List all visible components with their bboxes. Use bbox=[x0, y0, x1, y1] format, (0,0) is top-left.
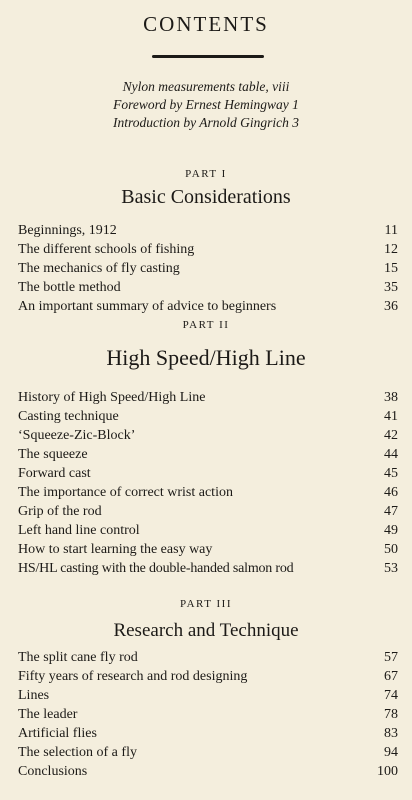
entry-page: 44 bbox=[384, 447, 398, 462]
toc-entry[interactable] bbox=[18, 705, 398, 724]
entry-page: 57 bbox=[384, 650, 398, 665]
toc-entry[interactable] bbox=[18, 483, 398, 502]
entry-title: Beginnings, 1912 bbox=[18, 223, 117, 238]
toc-entry[interactable] bbox=[18, 221, 398, 240]
entry-page: 42 bbox=[384, 428, 398, 443]
entry-page: 49 bbox=[384, 523, 398, 538]
entry-title: Lines bbox=[18, 688, 50, 703]
entry-title: History of High Speed/High Line bbox=[18, 390, 206, 405]
entry-title: How to start learning the easy way bbox=[18, 542, 213, 557]
entry-page: 78 bbox=[384, 707, 398, 722]
toc-entry[interactable] bbox=[18, 388, 398, 407]
entry-title: Grip of the rod bbox=[18, 504, 102, 519]
entry-page: 50 bbox=[384, 542, 398, 557]
entry-title: Forward cast bbox=[18, 466, 91, 481]
toc-entry[interactable] bbox=[18, 278, 398, 297]
entry-title: The importance of correct wrist action bbox=[18, 485, 233, 500]
front-matter-item: Nylon measurements table, viii bbox=[122, 79, 290, 94]
part-1-title: Basic Considerations bbox=[121, 186, 291, 208]
entry-page: 67 bbox=[384, 669, 398, 684]
entry-title: Casting technique bbox=[18, 409, 119, 424]
entry-page: 94 bbox=[384, 745, 398, 760]
entry-title: Conclusions bbox=[18, 764, 88, 779]
entry-page: 47 bbox=[384, 504, 398, 519]
toc-entry[interactable] bbox=[18, 426, 398, 445]
toc-entry[interactable] bbox=[18, 540, 398, 559]
part-3-entries bbox=[18, 648, 398, 781]
entry-title: Fifty years of research and rod designing bbox=[18, 669, 248, 684]
entry-page: 11 bbox=[384, 223, 398, 238]
part-2-label: PART II bbox=[182, 319, 230, 331]
part-3-title: Research and Technique bbox=[113, 620, 299, 641]
entry-title: The bottle method bbox=[18, 280, 121, 295]
entry-page: 74 bbox=[384, 688, 398, 703]
entry-title: ‘Squeeze-Zic-Block’ bbox=[18, 428, 136, 443]
entry-page: 83 bbox=[384, 726, 398, 741]
entry-title: HS/HL casting with the double-handed salmon rod bbox=[18, 561, 294, 576]
entry-page: 100 bbox=[377, 764, 398, 779]
part-1-label: PART I bbox=[185, 168, 227, 180]
entry-title: The selection of a fly bbox=[18, 745, 137, 760]
toc-entry[interactable] bbox=[18, 407, 398, 426]
part-1-entries bbox=[18, 221, 398, 316]
entry-page: 53 bbox=[384, 561, 398, 576]
toc-entry[interactable] bbox=[18, 521, 398, 540]
front-matter bbox=[0, 78, 412, 132]
front-matter-item: Introduction by Arnold Gingrich 3 bbox=[113, 115, 299, 130]
entry-page: 35 bbox=[384, 280, 398, 295]
toc-entry[interactable] bbox=[18, 464, 398, 483]
toc-entry[interactable] bbox=[18, 259, 398, 278]
toc-entry[interactable] bbox=[18, 240, 398, 259]
entry-page: 46 bbox=[384, 485, 398, 500]
entry-title: The squeeze bbox=[18, 447, 88, 462]
entry-title: The mechanics of fly casting bbox=[18, 261, 180, 276]
entry-page: 41 bbox=[384, 409, 398, 424]
front-matter-item: Foreword by Ernest Hemingway 1 bbox=[113, 97, 299, 112]
part-2-entries bbox=[18, 388, 398, 578]
toc-entry[interactable] bbox=[18, 762, 398, 781]
title-rule bbox=[152, 55, 264, 58]
entry-page: 45 bbox=[384, 466, 398, 481]
toc-entry[interactable] bbox=[18, 724, 398, 743]
toc-entry[interactable] bbox=[18, 502, 398, 521]
toc-entry[interactable] bbox=[18, 667, 398, 686]
toc-entry[interactable] bbox=[18, 648, 398, 667]
entry-title: The leader bbox=[18, 707, 78, 722]
toc-entry[interactable] bbox=[18, 297, 398, 316]
entry-page: 38 bbox=[384, 390, 398, 405]
toc-entry[interactable] bbox=[18, 445, 398, 464]
part-3-label: PART III bbox=[180, 598, 232, 610]
entry-title: An important summary of advice to beginners bbox=[18, 299, 277, 314]
toc-entry[interactable] bbox=[18, 559, 398, 578]
entry-page: 12 bbox=[384, 242, 398, 257]
entry-title: Left hand line control bbox=[18, 523, 140, 538]
entry-title: The split cane fly rod bbox=[18, 650, 138, 665]
entry-page: 15 bbox=[384, 261, 398, 276]
part-2-title: High Speed/High Line bbox=[106, 345, 306, 370]
toc-entry[interactable] bbox=[18, 686, 398, 705]
entry-title: The different schools of fishing bbox=[18, 242, 195, 257]
toc-entry[interactable] bbox=[18, 743, 398, 762]
entry-title: Artificial flies bbox=[18, 726, 97, 741]
entry-page: 36 bbox=[384, 299, 398, 314]
page-title: CONTENTS bbox=[143, 12, 269, 36]
